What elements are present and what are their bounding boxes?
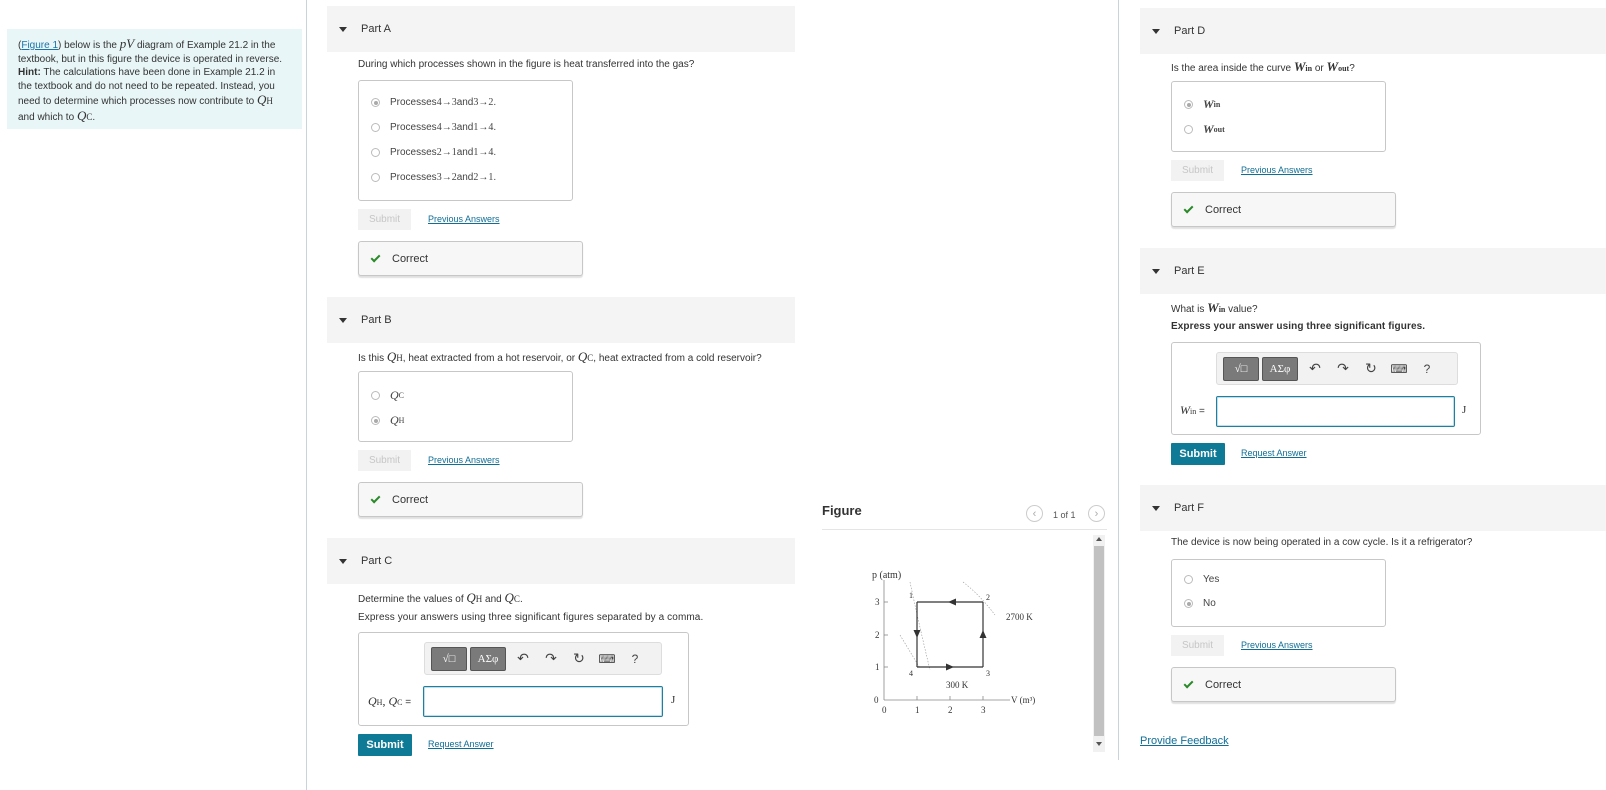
intro-text: diagram of Example 21.2 in the textbook, but in this figure the device is operated in reverse. bbox=[18, 40, 283, 65]
check-icon bbox=[371, 252, 381, 262]
part-e-request-answer-link[interactable]: Request Answer bbox=[1241, 448, 1307, 458]
part-f-submit-button[interactable]: Submit bbox=[1171, 635, 1224, 656]
part-e-unit: J bbox=[1462, 404, 1467, 416]
option-f-no[interactable] bbox=[1184, 598, 1216, 609]
opt-sub: in bbox=[1213, 100, 1221, 109]
opt-text: . bbox=[493, 122, 497, 133]
arrow: → bbox=[478, 147, 489, 158]
part-e-title: Part E bbox=[1174, 265, 1205, 277]
part-f-title: Part F bbox=[1174, 502, 1204, 514]
q-sub: H bbox=[475, 594, 483, 604]
option-b-qh[interactable] bbox=[371, 413, 404, 428]
chevron-left-icon: ‹ bbox=[1032, 507, 1037, 520]
collapse-triangle-icon bbox=[1152, 269, 1160, 274]
check-icon bbox=[1184, 678, 1194, 688]
q-text: , heat extracted from a cold reservoir? bbox=[593, 353, 762, 364]
opt-num: 4 bbox=[488, 147, 494, 158]
opt-text: and bbox=[456, 172, 474, 183]
opt-sub: C bbox=[398, 391, 405, 400]
part-f-header[interactable] bbox=[1140, 485, 1606, 531]
point-label: 4 bbox=[909, 669, 913, 678]
templates-button[interactable]: √□ bbox=[1223, 357, 1259, 381]
part-e-header[interactable] bbox=[1140, 248, 1606, 294]
arrow-up-icon bbox=[980, 630, 987, 638]
option-b-qc[interactable] bbox=[371, 388, 404, 403]
opt-sub: out bbox=[1213, 125, 1225, 134]
q-text: , heat extracted from a hot reservoir, or bbox=[402, 353, 578, 364]
part-a-correct-feedback bbox=[358, 241, 583, 276]
opt-num: 1 bbox=[473, 122, 479, 133]
part-a-submit-button[interactable]: Submit bbox=[358, 209, 411, 230]
part-c-question bbox=[358, 590, 523, 606]
part-d-options bbox=[1171, 81, 1386, 152]
undo-icon[interactable]: ↶ bbox=[1309, 360, 1321, 376]
q-sub: out bbox=[1338, 64, 1350, 73]
help-icon[interactable]: ? bbox=[631, 651, 639, 666]
opt-text: Processes bbox=[390, 147, 437, 158]
q-text: . bbox=[519, 594, 523, 605]
lbl-sub: in bbox=[1190, 407, 1197, 416]
opt-sub: H bbox=[398, 416, 405, 425]
q-sub: H bbox=[396, 353, 403, 363]
lbl-text: = bbox=[1196, 406, 1205, 417]
x-tick-label: 1 bbox=[915, 705, 920, 715]
part-b-options bbox=[358, 371, 573, 442]
templates-button[interactable]: √□ bbox=[431, 647, 467, 671]
y-tick-label: 0 bbox=[874, 695, 879, 705]
math-toolbar bbox=[1216, 352, 1458, 385]
opt-num: 1 bbox=[473, 147, 479, 158]
part-e-answer-box bbox=[1171, 342, 1481, 435]
radio-selected-icon[interactable] bbox=[371, 416, 380, 425]
q-text: ? bbox=[1349, 63, 1355, 74]
part-b-submit-button[interactable]: Submit bbox=[358, 450, 411, 471]
q-text: Is the area inside the curve bbox=[1171, 63, 1294, 74]
part-a-previous-answers-link[interactable]: Previous Answers bbox=[428, 214, 500, 224]
part-c-input-label bbox=[368, 694, 411, 709]
opt-text: . bbox=[493, 172, 497, 183]
part-f-previous-answers-link[interactable]: Previous Answers bbox=[1241, 640, 1313, 650]
arrow-down-icon bbox=[914, 630, 921, 638]
part-d-header[interactable] bbox=[1140, 8, 1606, 54]
part-a-header[interactable] bbox=[327, 6, 795, 52]
collapse-triangle-icon bbox=[1152, 29, 1160, 34]
part-a-title: Part A bbox=[361, 23, 391, 35]
option-a3[interactable] bbox=[371, 147, 496, 158]
part-d-title: Part D bbox=[1174, 25, 1206, 37]
q-sub: C bbox=[587, 353, 594, 363]
reset-icon[interactable]: ↻ bbox=[1365, 360, 1377, 376]
q-sub: in bbox=[1305, 64, 1313, 73]
q-sub: in bbox=[1218, 305, 1226, 314]
figure-count: 1 of 1 bbox=[1053, 510, 1076, 520]
opt-text: Processes bbox=[390, 97, 437, 108]
intro-math-q: Q bbox=[76, 107, 87, 123]
y-axis-label: p (atm) bbox=[872, 570, 902, 581]
opt-num: 3 bbox=[473, 97, 479, 108]
option-d-win[interactable] bbox=[1184, 97, 1220, 112]
lbl-sub: H bbox=[376, 698, 383, 707]
arrow: → bbox=[478, 97, 489, 108]
part-f-options bbox=[1171, 559, 1386, 627]
figure-scrollbar-thumb[interactable] bbox=[1094, 546, 1104, 736]
radio-icon[interactable] bbox=[1184, 575, 1193, 584]
part-e-answer-input[interactable] bbox=[1216, 396, 1455, 427]
part-c-instruction: Express your answers using three significant figures separated by a comma. bbox=[358, 612, 704, 623]
redo-icon[interactable]: ↷ bbox=[545, 650, 557, 666]
arrow: → bbox=[478, 172, 489, 183]
collapse-triangle-icon bbox=[339, 318, 347, 323]
radio-icon[interactable] bbox=[371, 148, 380, 157]
part-d-question bbox=[1171, 59, 1355, 75]
check-icon bbox=[371, 493, 381, 503]
opt-text: Processes bbox=[390, 122, 437, 133]
opt-num: 3 bbox=[451, 122, 457, 133]
correct-label: Correct bbox=[392, 493, 429, 506]
radio-selected-icon[interactable] bbox=[1184, 599, 1193, 608]
q-text: Determine the values of bbox=[358, 594, 467, 605]
correct-label: Correct bbox=[1205, 203, 1242, 216]
arrow: → bbox=[441, 172, 452, 183]
x-axis-label: V (m³) bbox=[1011, 695, 1036, 705]
y-tick-label: 2 bbox=[875, 630, 880, 640]
intro-text: ) below is the bbox=[58, 40, 120, 51]
q-text: What is bbox=[1171, 304, 1208, 315]
part-c-title: Part C bbox=[361, 555, 393, 567]
correct-label: Correct bbox=[1205, 678, 1242, 691]
opt-math: Q bbox=[390, 388, 399, 402]
x-tick-label: 2 bbox=[948, 705, 953, 715]
intro-panel bbox=[7, 29, 302, 129]
part-c-answer-box bbox=[358, 632, 689, 726]
opt-text: Yes bbox=[1203, 574, 1220, 585]
option-a1[interactable] bbox=[371, 97, 496, 108]
intro-math-q: Q bbox=[257, 92, 267, 107]
part-d-previous-answers-link[interactable]: Previous Answers bbox=[1241, 165, 1313, 175]
check-icon bbox=[1184, 203, 1194, 213]
opt-math: W bbox=[1203, 97, 1214, 111]
lbl-text: , bbox=[382, 694, 389, 708]
lbl-math: Q bbox=[388, 694, 398, 708]
lbl-sub: C bbox=[397, 698, 403, 707]
part-c-header[interactable] bbox=[327, 538, 795, 584]
q-text: Is this bbox=[358, 353, 387, 364]
q-math: W bbox=[1207, 300, 1219, 315]
opt-num: 1 bbox=[488, 172, 494, 183]
q-math: W bbox=[1326, 59, 1339, 74]
q-text: or bbox=[1312, 63, 1327, 74]
part-a-question: During which processes shown in the figure is heat transferred into the gas? bbox=[358, 59, 695, 70]
opt-math: W bbox=[1203, 122, 1214, 136]
part-e-submit-button[interactable]: Submit bbox=[1171, 443, 1225, 465]
keyboard-icon[interactable]: ⌨ bbox=[1390, 361, 1408, 376]
intro-math-sub: C bbox=[86, 111, 93, 122]
option-a2[interactable] bbox=[371, 122, 496, 133]
radio-icon[interactable] bbox=[371, 123, 380, 132]
collapse-triangle-icon bbox=[1152, 506, 1160, 511]
opt-num: 4 bbox=[436, 122, 442, 133]
part-c-answer-input[interactable] bbox=[423, 686, 663, 717]
figure-title: Figure bbox=[822, 503, 862, 518]
part-f-correct-feedback bbox=[1171, 667, 1396, 702]
hint-label: Hint: bbox=[18, 67, 41, 78]
part-c-submit-button[interactable]: Submit bbox=[358, 734, 412, 756]
q-math: Q bbox=[386, 349, 397, 364]
arrow: → bbox=[441, 147, 452, 158]
y-tick-label: 3 bbox=[875, 597, 880, 607]
opt-text: . bbox=[493, 147, 497, 158]
part-a-options bbox=[358, 80, 573, 201]
q-math: W bbox=[1293, 59, 1306, 74]
opt-num: 1 bbox=[451, 147, 457, 158]
correct-label: Correct bbox=[392, 252, 429, 265]
arrow: → bbox=[441, 97, 452, 108]
part-b-correct-feedback bbox=[358, 482, 583, 517]
opt-text: and bbox=[456, 97, 474, 108]
part-e-input-label bbox=[1180, 403, 1205, 418]
opt-text: and bbox=[456, 147, 474, 158]
part-b-question bbox=[358, 349, 762, 365]
opt-num: 4 bbox=[488, 122, 494, 133]
arrow-right-icon bbox=[946, 664, 954, 671]
opt-text: No bbox=[1203, 598, 1216, 609]
lbl-math: W bbox=[1180, 403, 1190, 417]
divider bbox=[1118, 0, 1119, 760]
x-tick-label: 3 bbox=[981, 705, 986, 715]
divider bbox=[306, 0, 307, 790]
collapse-triangle-icon bbox=[339, 559, 347, 564]
collapse-triangle-icon bbox=[339, 27, 347, 32]
arrow: → bbox=[478, 122, 489, 133]
q-text: and bbox=[482, 594, 505, 605]
opt-num: 3 bbox=[451, 97, 457, 108]
part-b-previous-answers-link[interactable]: Previous Answers bbox=[428, 455, 500, 465]
option-a4[interactable] bbox=[371, 172, 496, 183]
greek-symbols-button[interactable]: ΑΣφ bbox=[470, 647, 506, 671]
opt-math: Q bbox=[390, 413, 399, 427]
q-math: Q bbox=[577, 349, 588, 364]
point-label: 2 bbox=[986, 593, 990, 602]
intro-paren: ( bbox=[18, 40, 22, 51]
q-sub: C bbox=[513, 594, 520, 604]
opt-text: . bbox=[493, 97, 497, 108]
scroll-up-icon[interactable] bbox=[1096, 537, 1102, 541]
radio-icon[interactable] bbox=[371, 391, 380, 400]
intro-text: . bbox=[92, 111, 96, 123]
radio-icon[interactable] bbox=[371, 173, 380, 182]
q-text: value? bbox=[1225, 304, 1258, 315]
lbl-text: = bbox=[402, 697, 412, 708]
opt-text: and bbox=[456, 122, 474, 133]
part-e-instruction: Express your answer using three significant figures. bbox=[1171, 321, 1426, 332]
part-b-header[interactable] bbox=[327, 297, 795, 343]
greek-symbols-button[interactable]: ΑΣφ bbox=[1262, 357, 1298, 381]
pv-diagram bbox=[860, 560, 1060, 730]
radio-selected-icon[interactable] bbox=[371, 98, 380, 107]
intro-text: The calculations have been done in Example 21.2 in the textbook and do not need to be repeated. Instead, you need to determine which processes now contribute to bbox=[18, 67, 276, 107]
math-toolbar bbox=[424, 642, 662, 675]
opt-num: 3 bbox=[436, 172, 442, 183]
arrow-left-icon bbox=[948, 599, 956, 606]
opt-num: 2 bbox=[473, 172, 479, 183]
q-math: Q bbox=[504, 590, 514, 605]
part-d-submit-button[interactable]: Submit bbox=[1171, 160, 1224, 181]
part-d-correct-feedback bbox=[1171, 192, 1396, 227]
figure-next-button[interactable] bbox=[1088, 505, 1105, 522]
part-b-title: Part B bbox=[361, 314, 392, 326]
x-tick-label: 0 bbox=[882, 705, 887, 715]
part-c-unit: J bbox=[671, 694, 676, 706]
lbl-math: Q bbox=[368, 694, 377, 708]
intro-math-sub: H bbox=[266, 96, 273, 106]
part-e-question bbox=[1171, 300, 1258, 316]
opt-text: Processes bbox=[390, 172, 437, 183]
point-label: 1 bbox=[909, 591, 913, 600]
redo-icon[interactable]: ↷ bbox=[1337, 360, 1349, 376]
intro-text: and which to bbox=[18, 111, 77, 123]
opt-num: 2 bbox=[451, 172, 457, 183]
provide-feedback-link[interactable]: Provide Feedback bbox=[1140, 735, 1229, 747]
isotherm-hot bbox=[963, 582, 995, 615]
figure-prev-button[interactable] bbox=[1026, 505, 1043, 522]
q-math: Q bbox=[466, 590, 476, 605]
y-tick-label: 1 bbox=[875, 662, 880, 672]
hot-temp-label: 2700 K bbox=[1006, 612, 1033, 622]
part-f-question: The device is now being operated in a cow cycle. Is it a refrigerator? bbox=[1171, 537, 1473, 548]
opt-num: 2 bbox=[436, 147, 442, 158]
option-f-yes[interactable] bbox=[1184, 574, 1219, 585]
arrow: → bbox=[441, 122, 452, 133]
point-label: 3 bbox=[986, 669, 990, 678]
figure-separator bbox=[822, 529, 1107, 530]
reset-icon[interactable]: ↻ bbox=[573, 650, 585, 666]
opt-num: 4 bbox=[436, 97, 442, 108]
chevron-right-icon: › bbox=[1094, 507, 1099, 520]
help-icon[interactable]: ? bbox=[1423, 361, 1431, 376]
intro-math-pv: pV bbox=[119, 36, 135, 51]
scroll-down-icon[interactable] bbox=[1096, 742, 1102, 746]
part-c-request-answer-link[interactable]: Request Answer bbox=[428, 739, 494, 749]
figure-link[interactable]: Figure 1 bbox=[21, 40, 59, 51]
undo-icon[interactable]: ↶ bbox=[517, 650, 529, 666]
opt-num: 2 bbox=[488, 97, 494, 108]
radio-icon[interactable] bbox=[1184, 125, 1193, 134]
keyboard-icon[interactable]: ⌨ bbox=[598, 651, 616, 666]
option-d-wout[interactable] bbox=[1184, 122, 1225, 137]
cold-temp-label: 300 K bbox=[946, 680, 969, 690]
radio-selected-icon[interactable] bbox=[1184, 100, 1193, 109]
